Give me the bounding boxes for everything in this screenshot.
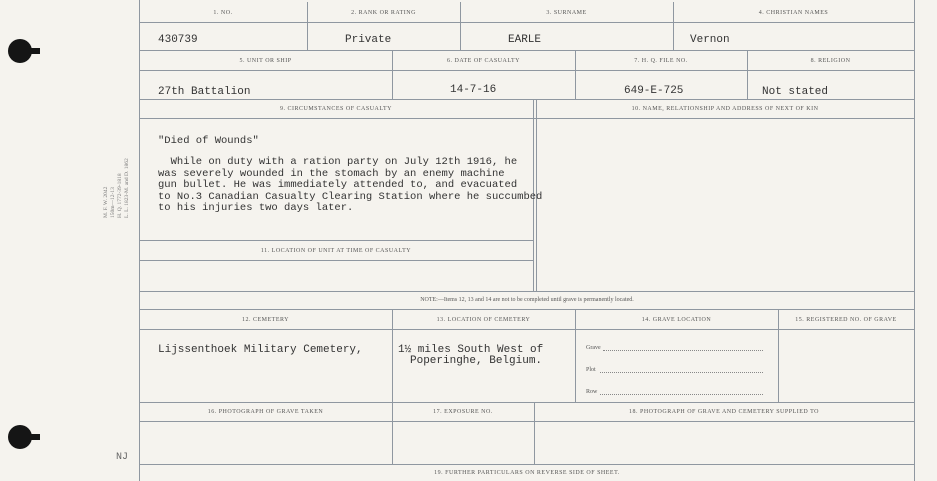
surname-value: EARLE xyxy=(508,34,542,46)
header-photo-supplied: 18. PHOTOGRAPH OF GRAVE AND CEMETERY SUPPLIED TO xyxy=(628,409,820,415)
plot-label: Plot xyxy=(586,367,596,373)
unit-value: 27th Battalion xyxy=(158,86,251,98)
cemetery-location-line2: Poperinghe, Belgium. xyxy=(410,355,543,367)
header-grave-location: 14. GRAVE LOCATION xyxy=(641,317,712,323)
imprint-line: 150m—12-13 xyxy=(110,187,116,218)
circumstances-text: While on duty with a ration party on July 12th 1916, he was severely wounded in the stomach by an enemy machine gun bullet. He was immediately attended to, and evacuated to No.3 Canadian Casualty Clearing Station where he succumbed to his injuries two days later. xyxy=(158,156,543,214)
rule xyxy=(139,291,915,292)
header-photo-taken: 16. PHOTOGRAPH OF GRAVE TAKEN xyxy=(207,409,324,415)
header-next-of-kin: 10. NAME, RELATIONSHIP AND ADDRESS OF NEXT OF KIN xyxy=(631,106,819,112)
rule xyxy=(139,464,915,465)
rule xyxy=(139,50,915,51)
imprint-line: M. F. W. 2042 xyxy=(103,186,109,218)
header-date: 6. DATE OF CASUALTY xyxy=(447,58,520,64)
plot-line xyxy=(600,372,763,373)
rule xyxy=(139,22,915,23)
header-circumstances: 9. CIRCUMSTANCES OF CASUALTY xyxy=(280,106,392,112)
header-surname: 3. SURNAME xyxy=(546,10,587,16)
header-cemetery: 12. CEMETERY xyxy=(241,317,289,323)
header-christian-names: 4. CHRISTIAN NAMES xyxy=(758,10,829,16)
header-registered: 15. REGISTERED NO. OF GRAVE xyxy=(795,317,897,323)
service-number: 430739 xyxy=(158,34,198,46)
imprint-line: L. L. 1823-M. and D. 1862 xyxy=(124,158,130,218)
header-location-unit: 11. LOCATION OF UNIT AT TIME OF CASUALTY xyxy=(260,248,412,254)
header-hq-file: 7. H. Q. FILE NO. xyxy=(634,58,688,64)
header-location-cemetery: 13. LOCATION OF CEMETERY xyxy=(436,317,531,323)
rule xyxy=(139,70,915,71)
note-text: NOTE:—Items 12, 13 and 14 are not to be completed until grave is permanently located. xyxy=(420,297,634,303)
header-exposure: 17. EXPOSURE NO. xyxy=(433,409,493,415)
circumstances-title: "Died of Wounds" xyxy=(158,135,259,147)
religion-value: Not stated xyxy=(762,86,829,98)
rule xyxy=(139,309,915,310)
row-line xyxy=(600,394,763,395)
cemetery-value: Lijssenthoek Military Cemetery, xyxy=(158,344,363,356)
rule xyxy=(139,99,915,100)
rule xyxy=(139,260,533,261)
header-unit: 5. UNIT OR SHIP xyxy=(239,58,292,64)
grave-label: Grave xyxy=(586,345,601,351)
punch-hole xyxy=(8,425,32,449)
margin-mark: NJ xyxy=(116,452,129,463)
further-particulars: 19. FURTHER PARTICULARS ON REVERSE SIDE OF SHEET. xyxy=(434,470,620,476)
cemetery-location-line1: 1½ miles South West of xyxy=(398,344,544,356)
rank-value: Private xyxy=(345,34,392,46)
header-religion: 8. RELIGION xyxy=(810,58,851,64)
rule xyxy=(139,421,915,422)
rule xyxy=(139,118,915,119)
frame-right xyxy=(914,0,915,481)
rule xyxy=(139,329,915,330)
date-value: 14-7-16 xyxy=(450,84,497,96)
header-no: 1. NO. xyxy=(213,10,233,16)
hq-file-value: 649-E-725 xyxy=(624,85,684,97)
punch-hole xyxy=(8,39,32,63)
row-label: Row xyxy=(586,389,598,395)
rule xyxy=(139,402,915,403)
imprint-line: H. Q. 1772-39-1818 xyxy=(117,173,123,218)
grave-line xyxy=(603,350,763,351)
header-rank: 2. RANK OR RATING xyxy=(351,10,416,16)
rule xyxy=(139,240,533,241)
christian-names-value: Vernon xyxy=(690,34,730,46)
